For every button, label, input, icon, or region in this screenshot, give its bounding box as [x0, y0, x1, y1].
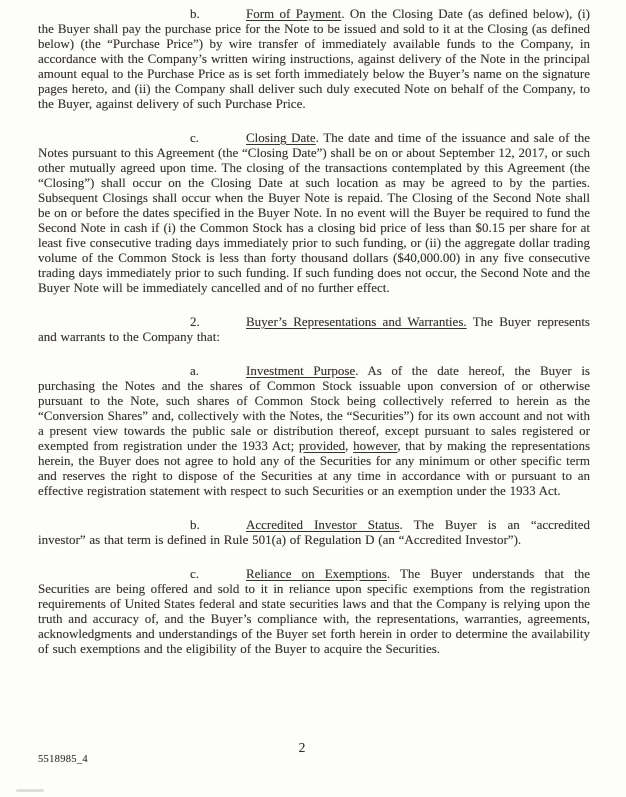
paragraph-heading: Reliance on Exemptions: [246, 566, 387, 581]
heading-suffix: .: [315, 130, 319, 145]
paragraph-label: c.: [190, 566, 200, 581]
paragraph-text: The Buyer represents and warrants to the Company that:: [38, 314, 590, 344]
heading-suffix: .: [355, 363, 359, 378]
heading-suffix: .: [399, 517, 403, 532]
paragraph-label: c.: [190, 130, 200, 145]
paragraph-label: b.: [190, 517, 200, 532]
paragraph: [38, 517, 590, 547]
paragraph: [38, 6, 590, 111]
paragraph-text: The date and time of the issuance and sale of the Notes pursuant to this Agreement (the “Closing Date”) shall be on or about September 12, 2017, or such other mutually agreed upon time. The closing of the transactions contemplated by this Agreement (the “Closing”) shall occur on the Closing Date at such location as may be agreed to by the parties. Subsequent Closings shall occur when the Buyer Note is repaid. The Closing of the Second Note shall be on or before the dates specified in the Buyer Note. In no event will the Buyer be required to fund the Second Note in cash if (i) the Common Stock has a closing bid price of less than $0.15 per share for at least five consecutive trading days immediately prior to such funding, or (ii) the aggregate dollar trading volume of the Common Stock is less than forty thousand dollars ($40,000.00) in any five consecutive trading days immediately prior to such funding. If such funding does not occur, the Second Note and the Buyer Note will be immediately cancelled and of no further effect.: [38, 130, 590, 295]
underlined-term: provided: [298, 438, 346, 453]
heading-suffix: .: [341, 6, 345, 21]
paragraph-heading: Accredited Investor Status: [246, 517, 400, 532]
paragraph-text: As of the date hereof, the Buyer is purchasing the Notes and the shares of Common Stock issuable upon conversion of or otherwise pursuant to the Note, such shares of Common Stock being collectively referred to herein as the “Conversion Shares” and, collectively with the Notes, the “Securities”) for its own account and not with a present view towards the public sale or distribution thereof, except pursuant to sales registered or exempted from registration under the 1933 Act;: [38, 363, 590, 453]
paragraph-label: 2.: [190, 314, 200, 329]
paragraph-label: a.: [190, 363, 200, 378]
paragraph-heading: Form of Payment: [246, 6, 342, 21]
paragraph: [38, 314, 590, 344]
page-number: 2: [298, 740, 306, 755]
document-body: [38, 6, 590, 675]
paragraph-heading: Closing Date: [246, 130, 316, 145]
heading-suffix: .: [386, 566, 391, 581]
underlined-term: however: [353, 438, 398, 453]
doc-id-footer: 5518985_4: [38, 754, 88, 765]
paragraph-label: b.: [190, 6, 200, 21]
paragraph-text: , that by making the representations herein, the Buyer does not agree to hold any of the Securities for any minimum or other specific term and reserves the right to dispose of the Securities at any time in accordance with or pursuant to an effective registration statement with respect to such Securities or an exemption under the 1933 Act.: [38, 438, 591, 498]
paragraph: [38, 130, 590, 295]
paragraph: [38, 363, 590, 498]
paragraph-text: The Buyer is an “accredited investor” as that term is defined in Rule 501(a) of Regulation D (an “Accredited Investor”).: [38, 517, 590, 547]
paragraph: [38, 566, 590, 656]
paragraph-text: The Buyer understands that the Securities are being offered and sold to it in reliance upon specific exemptions from the registration requirements of United States federal and state securities laws and that the Company is relying upon the truth and accuracy of, and the Buyer’s compliance with, the representations, warranties, agreements, acknowledgments and understandings of the Buyer set forth herein in order to determine the availability of such exemptions and the eligibility of the Buyer to acquire the Securities.: [38, 566, 590, 656]
paragraph-heading: Buyer’s Representations and Warranties.: [246, 314, 467, 329]
scan-artifact: [16, 789, 44, 792]
paragraph-heading: Investment Purpose: [246, 363, 356, 378]
paragraph-text: On the Closing Date (as defined below), (i) the Buyer shall pay the purchase price for the Note to be issued and sold to it at the Closing (as defined below) (the “Purchase Price”) by wire transfer of immediately available funds to the Company, in accordance with the Company’s written wiring instructions, against delivery of the Note in the principal amount equal to the Purchase Price as is set forth immediately below the Buyer’s name on the signature pages hereto, and (ii) the Company shall deliver such duly executed Note on behalf of the Company, to the Buyer, against delivery of such Purchase Price.: [38, 6, 590, 111]
paragraph-text: ,: [345, 438, 354, 453]
